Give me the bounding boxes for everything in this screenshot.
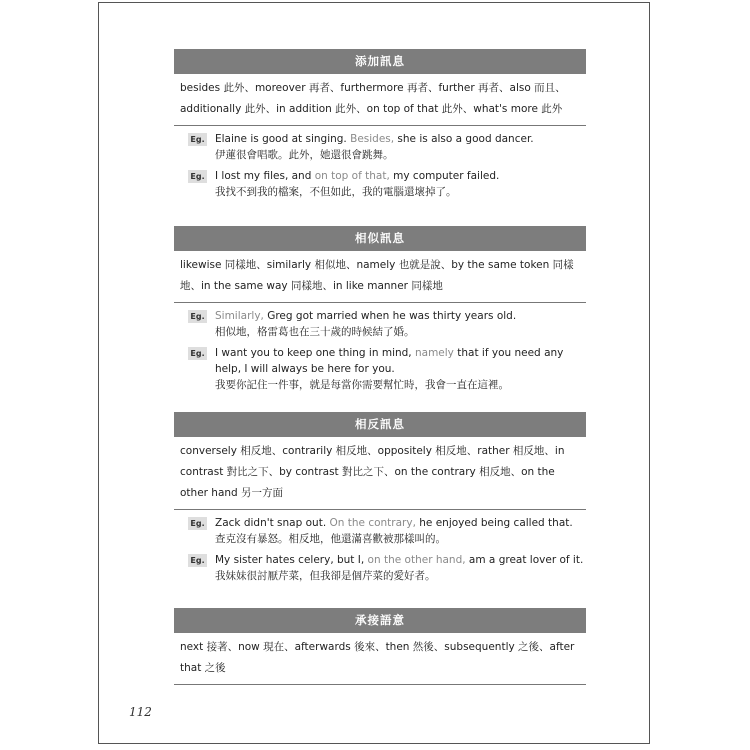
highlighted-term: Besides, <box>350 133 395 145</box>
vocab-list: conversely 相反地、contrarily 相反地、oppositely 相反地、rather 相反地、in contrast 對比之下、by contrast 對比之下、on the contrary 相反地、on the other hand 另一方面 <box>174 437 586 510</box>
example-english: Similarly, Greg got married when he was thirty years old. <box>215 310 517 322</box>
section-similar-info <box>174 226 586 398</box>
highlighted-term: on top of that, <box>314 170 390 182</box>
example-english: Elaine is good at singing. Besides, she is also a good dancer. <box>215 133 534 145</box>
section-header: 相似訊息 <box>174 226 586 251</box>
section-header: 添加訊息 <box>174 49 586 74</box>
vocab-list: likewise 同樣地、similarly 相似地、namely 也就是說、by the same token 同樣地、in the same way 同樣地、in like manner 同樣地 <box>174 251 586 303</box>
examples <box>174 303 586 393</box>
example-item <box>188 308 586 340</box>
example-chinese: 相似地，格雷葛也在三十歲的時候結了婚。 <box>215 326 415 338</box>
section-adding-info <box>174 49 586 205</box>
highlighted-term: Similarly, <box>215 310 264 322</box>
example-chinese: 我找不到我的檔案，不但如此，我的電腦還壞掉了。 <box>215 186 457 198</box>
examples <box>174 126 586 200</box>
example-chinese: 查克沒有暴怒。相反地，他還滿喜歡被那樣叫的。 <box>215 533 446 545</box>
vocab-list: besides 此外、moreover 再者、furthermore 再者、further 再者、also 而且、additionally 此外、in addition 此外、on top of that 此外、what's more 此外 <box>174 74 586 126</box>
highlighted-term: namely <box>414 347 454 359</box>
section-header: 承接語意 <box>174 608 586 633</box>
example-item <box>188 131 586 163</box>
page-number: 112 <box>129 705 152 719</box>
example-english: Zack didn't snap out. On the contrary, he enjoyed being called that. <box>215 517 573 529</box>
eg-tag: Eg. <box>188 517 207 530</box>
section-contrast-info <box>174 412 586 589</box>
eg-tag: Eg. <box>188 170 207 183</box>
examples <box>174 510 586 584</box>
eg-tag: Eg. <box>188 554 207 567</box>
example-english: I want you to keep one thing in mind, namely that if you need any help, I will always be here for you. <box>215 347 564 375</box>
book-page <box>98 2 650 744</box>
eg-tag: Eg. <box>188 133 207 146</box>
vocab-list: next 接著、now 現在、afterwards 後來、then 然後、subsequently 之後、after that 之後 <box>174 633 586 685</box>
eg-tag: Eg. <box>188 347 207 360</box>
eg-tag: Eg. <box>188 310 207 323</box>
example-english: I lost my files, and on top of that, my computer failed. <box>215 170 500 182</box>
example-item <box>188 515 586 547</box>
section-sequence-info <box>174 608 586 685</box>
highlighted-term: on the other hand, <box>367 554 466 566</box>
example-chinese: 我妹妹很討厭芹菜，但我卻是個芹菜的愛好者。 <box>215 570 436 582</box>
highlighted-term: On the contrary, <box>329 517 416 529</box>
example-chinese: 我要你記住一件事，就是每當你需要幫忙時，我會一直在這裡。 <box>215 379 509 391</box>
example-item <box>188 552 586 584</box>
example-chinese: 伊蓮很會唱歌。此外，她還很會跳舞。 <box>215 149 394 161</box>
section-header: 相反訊息 <box>174 412 586 437</box>
example-english: My sister hates celery, but I, on the other hand, am a great lover of it. <box>215 554 584 566</box>
example-item <box>188 345 586 393</box>
example-item <box>188 168 586 200</box>
